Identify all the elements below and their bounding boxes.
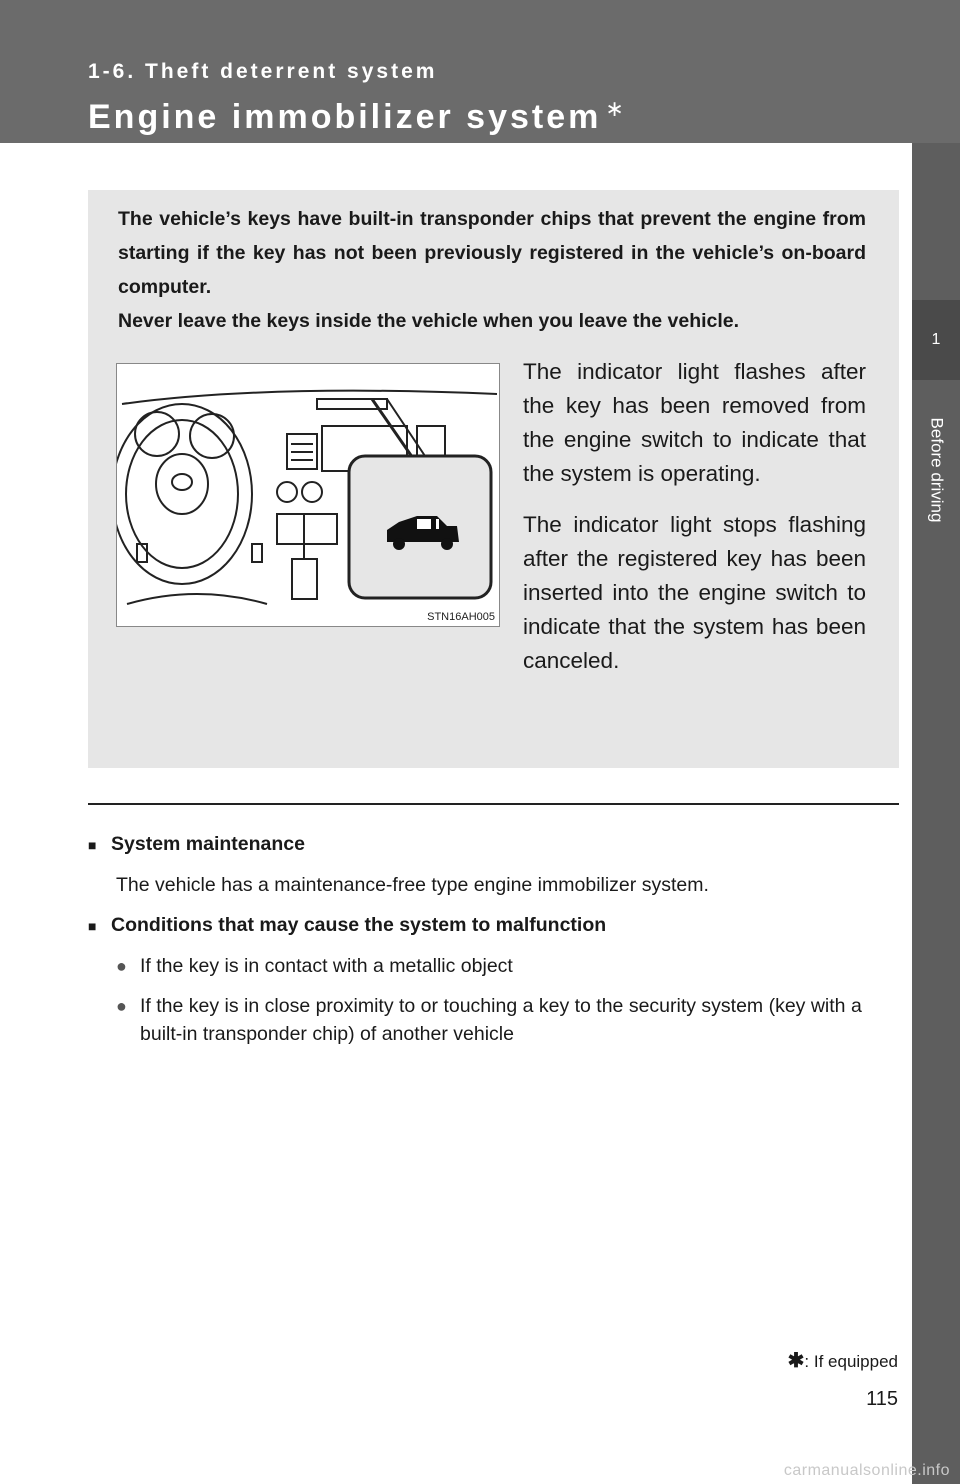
notes-section: [88, 830, 888, 1060]
dashboard-illustration: [116, 363, 500, 627]
square-bullet-icon: ■: [88, 918, 97, 934]
page-title-text: Engine immobilizer system: [88, 98, 602, 136]
page-number: 115: [866, 1388, 898, 1410]
description-flash: The indicator light flashes after the key has been removed from the engine switch to indicate that the system is operating.: [523, 359, 866, 486]
dashboard-drawing: [117, 364, 499, 626]
chapter-number: 1: [912, 300, 960, 380]
list-item-text: If the key is in contact with a metallic object: [140, 955, 513, 977]
list-item-text: If the key is in close proximity to or touching a key to the security system (key with a built-in transponder chip) of another vehicle: [140, 995, 862, 1045]
section-label: 1-6. Theft deterrent system: [88, 60, 438, 83]
list-item: [116, 992, 888, 1048]
list-item: [116, 952, 888, 980]
note-heading: [88, 911, 888, 940]
footnote: [788, 1348, 898, 1373]
bullet-dot-icon: ●: [116, 996, 127, 1016]
note-heading: [88, 830, 888, 859]
title-asterisk: ∗: [605, 96, 627, 121]
section-divider: [88, 803, 899, 805]
watermark: carmanualsonline.info: [783, 1462, 950, 1479]
description-stop: The indicator light stops flashing after the registered key has been inserted into the engine switch to indicate that the system has been canceled.: [523, 512, 866, 673]
intro-paragraph: The vehicle’s keys have built-in transponder chips that prevent the engine from starting if the key has not been previously registered in the vehicle’s on-board computer.: [118, 208, 866, 298]
footnote-asterisk-icon: ✱: [787, 1350, 805, 1372]
page-title: [88, 96, 627, 137]
note-heading-text: System maintenance: [111, 833, 306, 855]
intro-warning: Never leave the keys inside the vehicle when you leave the vehicle.: [118, 310, 740, 332]
footnote-text: : If equipped: [804, 1352, 898, 1371]
indicator-description: [523, 355, 866, 695]
square-bullet-icon: ■: [88, 837, 97, 853]
note-heading-text: Conditions that may cause the system to malfunction: [111, 914, 607, 936]
chapter-label: [912, 390, 960, 550]
intro-text: [118, 202, 866, 338]
chapter-label-text: Before driving: [927, 417, 947, 523]
bullet-dot-icon: ●: [116, 956, 127, 976]
figure-caption: STN16AH005: [427, 611, 495, 623]
note-text: The vehicle has a maintenance-free type engine immobilizer system.: [116, 874, 709, 896]
page-header: [0, 0, 960, 143]
